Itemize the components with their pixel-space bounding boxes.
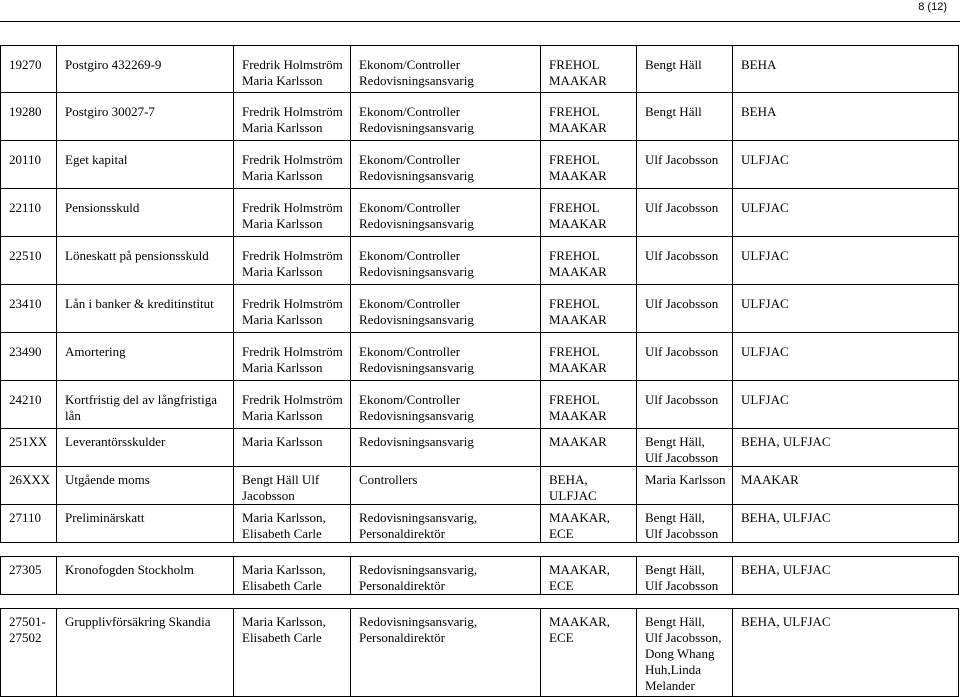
approver-code: MAAKAR <box>733 467 959 505</box>
responsible-persons: Fredrik Holmström Maria Karlsson <box>234 46 351 93</box>
person-codes: MAAKAR, ECE <box>541 557 637 595</box>
person-codes: MAAKAR, ECE <box>541 505 637 543</box>
account-name: Leverantörsskulder <box>57 429 234 467</box>
responsible-persons: Fredrik Holmström Maria Karlsson <box>234 285 351 333</box>
approver: Ulf Jacobsson <box>637 141 733 189</box>
table-row <box>1 141 959 189</box>
table-row <box>1 609 959 697</box>
person-codes: FREHOL MAAKAR <box>541 93 637 141</box>
person-codes: FREHOL MAAKAR <box>541 381 637 429</box>
responsible-roles: Controllers <box>351 467 541 505</box>
responsible-persons: Maria Karlsson, Elisabeth Carle <box>234 557 351 595</box>
person-codes: FREHOL MAAKAR <box>541 333 637 381</box>
responsible-persons: Fredrik Holmström Maria Karlsson <box>234 93 351 141</box>
account-name: Amortering <box>57 333 234 381</box>
account-number: 26XXX <box>1 467 57 505</box>
table-row <box>1 189 959 237</box>
account-number: 20110 <box>1 141 57 189</box>
approver: Maria Karlsson <box>637 467 733 505</box>
person-codes: MAAKAR, ECE <box>541 609 637 697</box>
approver-code: BEHA, ULFJAC <box>733 557 959 595</box>
approver-code: BEHA <box>733 93 959 141</box>
account-name: Pensionsskuld <box>57 189 234 237</box>
responsible-roles: Ekonom/Controller Redovisningsansvarig <box>351 189 541 237</box>
approver: Bengt Häll, Ulf Jacobsson <box>637 429 733 467</box>
responsible-persons: Maria Karlsson, Elisabeth Carle <box>234 505 351 543</box>
approver-code: ULFJAC <box>733 285 959 333</box>
account-name: Postgiro 432269-9 <box>57 46 234 93</box>
person-codes: FREHOL MAAKAR <box>541 237 637 285</box>
table-row <box>1 237 959 285</box>
table-row <box>1 46 959 93</box>
table-row <box>1 93 959 141</box>
table-row <box>1 467 959 505</box>
account-number: 251XX <box>1 429 57 467</box>
approver: Bengt Häll, Ulf Jacobsson, Dong Whang Huh,Linda Melander <box>637 609 733 697</box>
account-number: 19280 <box>1 93 57 141</box>
responsible-roles: Ekonom/Controller Redovisningsansvarig <box>351 93 541 141</box>
account-name: Utgående moms <box>57 467 234 505</box>
responsible-persons: Maria Karlsson, Elisabeth Carle <box>234 609 351 697</box>
approver-code: ULFJAC <box>733 381 959 429</box>
authorization-table <box>0 45 959 697</box>
approver-code: ULFJAC <box>733 237 959 285</box>
account-number: 27501- 27502 <box>1 609 57 697</box>
account-number: 23490 <box>1 333 57 381</box>
account-number: 24210 <box>1 381 57 429</box>
page-number: 8 (12) <box>918 1 947 13</box>
approver: Ulf Jacobsson <box>637 333 733 381</box>
responsible-roles: Redovisningsansvarig, Personaldirektör <box>351 557 541 595</box>
account-name: Kortfristig del av långfristiga lån <box>57 381 234 429</box>
account-name: Kronofogden Stockholm <box>57 557 234 595</box>
account-number: 27110 <box>1 505 57 543</box>
account-name: Grupplivförsäkring Skandia <box>57 609 234 697</box>
approver: Ulf Jacobsson <box>637 381 733 429</box>
responsible-persons: Maria Karlsson <box>234 429 351 467</box>
account-number: 22510 <box>1 237 57 285</box>
account-number: 22110 <box>1 189 57 237</box>
approver-code: BEHA, ULFJAC <box>733 429 959 467</box>
responsible-roles: Ekonom/Controller Redovisningsansvarig <box>351 333 541 381</box>
approver: Bengt Häll <box>637 46 733 93</box>
account-number: 23410 <box>1 285 57 333</box>
account-name: Postgiro 30027-7 <box>57 93 234 141</box>
approver: Ulf Jacobsson <box>637 237 733 285</box>
responsible-roles: Ekonom/Controller Redovisningsansvarig <box>351 381 541 429</box>
table-row <box>1 333 959 381</box>
table-spacer <box>1 543 959 557</box>
account-rows <box>1 46 959 697</box>
table-row <box>1 381 959 429</box>
table-row <box>1 557 959 595</box>
account-number: 19270 <box>1 46 57 93</box>
person-codes: FREHOL MAAKAR <box>541 46 637 93</box>
responsible-roles: Redovisningsansvarig, Personaldirektör <box>351 505 541 543</box>
responsible-persons: Fredrik Holmström Maria Karlsson <box>234 189 351 237</box>
account-name: Löneskatt på pensionsskuld <box>57 237 234 285</box>
responsible-persons: Fredrik Holmström Maria Karlsson <box>234 381 351 429</box>
account-name: Preliminärskatt <box>57 505 234 543</box>
approver-code: BEHA <box>733 46 959 93</box>
account-name: Eget kapital <box>57 141 234 189</box>
approver-code: ULFJAC <box>733 189 959 237</box>
approver: Bengt Häll, Ulf Jacobsson <box>637 557 733 595</box>
person-codes: FREHOL MAAKAR <box>541 141 637 189</box>
person-codes: FREHOL MAAKAR <box>541 285 637 333</box>
responsible-roles: Ekonom/Controller Redovisningsansvarig <box>351 237 541 285</box>
table-row <box>1 285 959 333</box>
approver: Bengt Häll <box>637 93 733 141</box>
approver-code: BEHA, ULFJAC <box>733 609 959 697</box>
responsible-roles: Ekonom/Controller Redovisningsansvarig <box>351 46 541 93</box>
responsible-roles: Redovisningsansvarig, Personaldirektör <box>351 609 541 697</box>
table-spacer <box>1 595 959 609</box>
approver: Bengt Häll, Ulf Jacobsson <box>637 505 733 543</box>
table-row <box>1 505 959 543</box>
person-codes: FREHOL MAAKAR <box>541 189 637 237</box>
responsible-persons: Fredrik Holmström Maria Karlsson <box>234 333 351 381</box>
approver-code: BEHA, ULFJAC <box>733 505 959 543</box>
responsible-roles: Ekonom/Controller Redovisningsansvarig <box>351 285 541 333</box>
person-codes: BEHA, ULFJAC <box>541 467 637 505</box>
header-rule <box>0 21 960 22</box>
responsible-persons: Fredrik Holmström Maria Karlsson <box>234 237 351 285</box>
table-row <box>1 429 959 467</box>
responsible-persons: Bengt Häll Ulf Jacobsson <box>234 467 351 505</box>
person-codes: MAAKAR <box>541 429 637 467</box>
account-number: 27305 <box>1 557 57 595</box>
approver: Ulf Jacobsson <box>637 285 733 333</box>
account-name: Lån i banker & kreditinstitut <box>57 285 234 333</box>
responsible-persons: Fredrik Holmström Maria Karlsson <box>234 141 351 189</box>
responsible-roles: Redovisningsansvarig <box>351 429 541 467</box>
authorization-table-container <box>0 45 958 697</box>
approver-code: ULFJAC <box>733 141 959 189</box>
approver: Ulf Jacobsson <box>637 189 733 237</box>
approver-code: ULFJAC <box>733 333 959 381</box>
responsible-roles: Ekonom/Controller Redovisningsansvarig <box>351 141 541 189</box>
